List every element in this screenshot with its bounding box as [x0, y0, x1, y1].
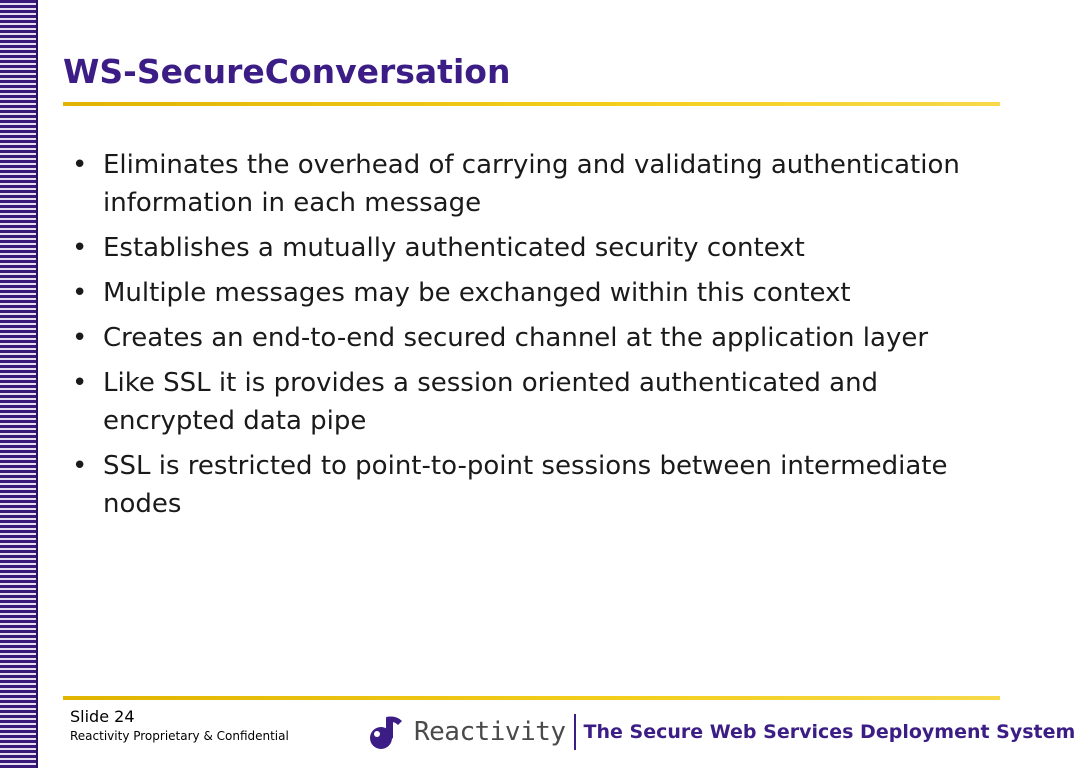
bullet-text: Multiple messages may be exchanged within this context — [103, 278, 851, 308]
reactivity-logo-icon — [366, 713, 404, 751]
bullet-dot-icon: • — [72, 323, 88, 353]
bullet-text: SSL is restricted to point-to-point sessions between intermediate nodes — [103, 451, 948, 519]
bullet-text: Eliminates the overhead of carrying and validating authentication information in each message — [103, 150, 960, 218]
confidential-notice: Reactivity Proprietary & Confidential — [70, 729, 289, 743]
side-bar-edge — [36, 0, 38, 768]
bullet-text: Like SSL it is provides a session oriented authenticated and encrypted data pipe — [103, 368, 879, 436]
bullet-item — [68, 447, 968, 523]
bullet-item — [68, 146, 968, 222]
bullet-dot-icon: • — [72, 368, 88, 398]
bullet-item — [68, 274, 968, 312]
slide-number: Slide 24 — [70, 707, 135, 726]
bullet-item — [68, 229, 968, 267]
logo-tagline: The Secure Web Services Deployment System — [583, 721, 1075, 743]
logo-divider — [574, 714, 576, 750]
decorative-side-bar — [0, 0, 36, 768]
bullet-list — [68, 146, 968, 530]
bullet-dot-icon: • — [72, 278, 88, 308]
bullet-text: Establishes a mutually authenticated security context — [103, 233, 805, 263]
title-underline — [63, 102, 1000, 106]
bullet-dot-icon: • — [72, 150, 88, 180]
footer-info — [70, 707, 289, 745]
footer-rule — [63, 696, 1000, 700]
slide-title: WS-SecureConversation — [63, 52, 511, 91]
bullet-text: Creates an end-to-end secured channel at the application layer — [103, 323, 929, 353]
bullet-item — [68, 364, 968, 440]
logo-name: Reactivity — [414, 717, 566, 747]
bullet-dot-icon: • — [72, 233, 88, 263]
bullet-item — [68, 319, 968, 357]
bullet-dot-icon: • — [72, 451, 88, 481]
reactivity-logo — [366, 712, 1075, 752]
